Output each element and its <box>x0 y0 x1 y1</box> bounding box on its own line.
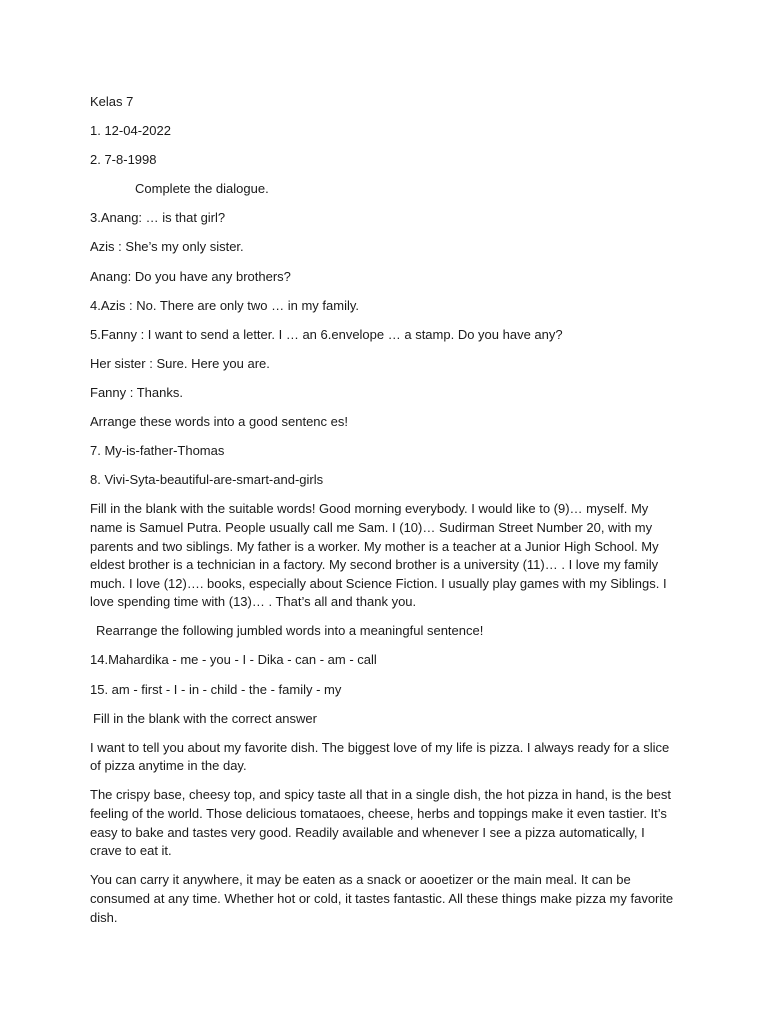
class-heading: Kelas 7 <box>90 94 134 109</box>
rearrange-instruction: Rearrange the following jumbled words into a meaningful sentence! <box>96 623 484 639</box>
arrange-instruction: Arrange these words into a good sentenc es! <box>90 414 348 430</box>
dialogue-line-fanny: Fanny : Thanks. <box>90 384 183 400</box>
item-8: 8. Vivi-Syta-beautiful-are-smart-and-girls <box>90 472 324 488</box>
dialogue-instruction: Complete the dialogue. <box>135 181 269 197</box>
dialogue-line-3: 3.Anang: … is that girl? <box>90 210 226 226</box>
dialogue-line-anang-2: Anang: Do you have any brothers? <box>90 268 291 284</box>
item-1: 1. 12-04-2022 <box>90 123 171 139</box>
fill-correct-instruction: Fill in the blank with the correct answer <box>93 710 317 726</box>
item-15: 15. am - first - I - in - child - the - family - my <box>90 681 342 697</box>
document-body <box>90 93 680 938</box>
pizza-paragraph-1: I want to tell you about my favorite dish. The biggest love of my life is pizza. I always ready for a slice of pizza anytime in the day. <box>90 739 670 774</box>
pizza-paragraph-3: You can carry it anywhere, it may be eaten as a snack or aooetizer or the main meal. It can be consumed at any time. Whether hot or cold, it tastes fantastic. All these things make pizza my favorite dish. <box>90 872 674 925</box>
dialogue-line-sister: Her sister : Sure. Here you are. <box>90 355 270 371</box>
fill-blank-paragraph: Fill in the blank with the suitable words! Good morning everybody. I would like to (9)… myself. My name is Samuel Putra. People usually call me Sam. I (10)… Sudirman Street Number 20, with my parents and two siblings. My father is a worker. My mother is a teacher at a Junior High School. My eldest brother is a technician in a factory. My second brother is a university (11)… . I love my family much. I love (12)…. books, especially about Science Fiction. I usually play games with my Siblings. I love spending time with (13)… . That’s all and thank you. <box>90 501 667 610</box>
item-2: 2. 7-8-1998 <box>90 152 157 168</box>
item-7: 7. My-is-father-Thomas <box>90 443 225 459</box>
dialogue-line-azis-1: Azis : She’s my only sister. <box>90 239 244 255</box>
pizza-paragraph-2: The crispy base, cheesy top, and spicy taste all that in a single dish, the hot pizza in hand, is the best feeling of the world. Those delicious tomataoes, cheese, herbs and toppings make it even tastier. It’s easy to bake and tastes very good. Readily available and whenever I see a pizza automatically, I crave to eat it. <box>90 787 672 859</box>
dialogue-line-5-6: 5.Fanny : I want to send a letter. I … an 6.envelope … a stamp. Do you have any? <box>90 326 563 342</box>
dialogue-line-4: 4.Azis : No. There are only two … in my family. <box>90 297 359 313</box>
item-14: 14.Mahardika - me - you - I - Dika - can - am - call <box>90 652 377 668</box>
